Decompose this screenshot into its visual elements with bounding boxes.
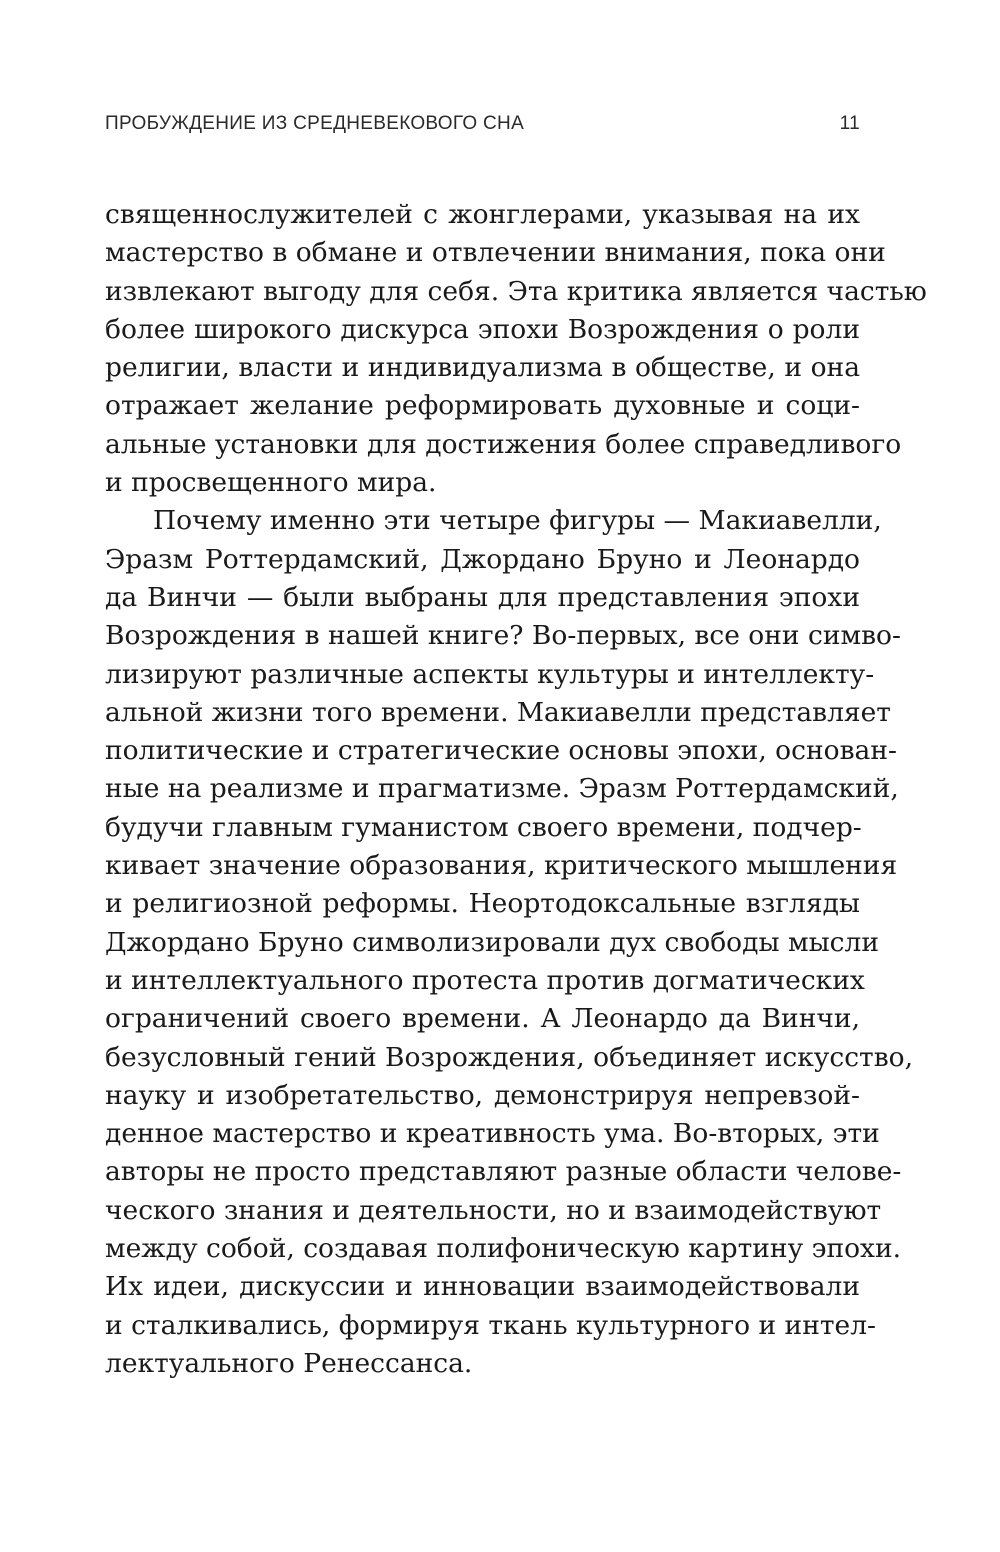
text-line: религии, власти и индивидуализма в обществе, и она [105,352,860,384]
text-line: ограничений своего времени. А Леонардо да Винчи, [105,1003,860,1035]
text-line: и религиозной реформы. Неортодоксальные взгляды [105,888,860,920]
text-line: ные на реализме и прагматизме. Эразм Роттердамский, [105,773,899,805]
text-line: лектуального Ренессанса. [105,1347,473,1379]
text-line: священнослужителей с жонглерами, указывая на их [105,199,860,230]
text-line: и интеллектуального протеста против догматических [105,964,865,996]
text-line: Почему именно эти четыре фигуры — Макиавелли, [153,505,882,537]
text-line: лизируют различные аспекты культуры и интеллекту- [105,658,875,690]
text-line: мастерство в обмане и отвлечении внимания, пока они [105,237,886,269]
text-line: безусловный гений Возрождения, объединяет искусство, [105,1041,913,1073]
paragraph-1 [105,196,927,502]
text-line: да Винчи — были выбраны для представления эпохи [105,581,860,613]
page-number: 11 [839,113,860,134]
text-line: отражает желание реформировать духовные и соци- [105,390,860,422]
text-line: более широкого дискурса эпохи Возрождения о роли [105,313,860,345]
text-line: Возрождения в нашей книге? Во-первых, все они симво- [105,620,901,652]
text-line: альные установки для достижения более справедливого [105,428,902,460]
text-line: денное мастерство и креативность ума. Во-вторых, эти [105,1118,880,1150]
text-line: авторы не просто представляют разные области челове- [105,1156,902,1188]
chapter-title: ПРОБУЖДЕНИЕ ИЗ СРЕДНЕВЕКОВОГО СНА [105,113,525,134]
text-line: между собой, создавая полифоническую картину эпохи. [105,1233,902,1265]
text-line: Их идеи, дискуссии и инновации взаимодействовали [105,1271,860,1303]
text-line: будучи главным гуманистом своего времени, подчер- [105,811,862,843]
text-line: ческого знания и деятельности, но и взаимодействуют [105,1194,882,1226]
text-line: кивает значение образования, критического мышления [105,850,898,882]
text-line: политические и стратегические основы эпохи, основан- [105,735,897,767]
body-text [105,196,927,1383]
text-line: Эразм Роттердамский, Джордано Бруно и Леонардо [105,543,860,575]
text-line: Джордано Бруно символизировали дух свободы мысли [105,926,879,958]
text-line: и сталкивались, формируя ткань культурного и интел- [105,1309,876,1341]
text-line: и просвещенного мира. [105,467,437,499]
text-line: извлекают выгоду для себя. Эта критика является частью [105,275,927,307]
text-line: альной жизни того времени. Макиавелли представляет [105,696,891,728]
running-header [105,113,860,143]
paragraph-2 [105,502,913,1383]
text-line: науку и изобретательство, демонстрируя непревзой- [105,1079,860,1111]
